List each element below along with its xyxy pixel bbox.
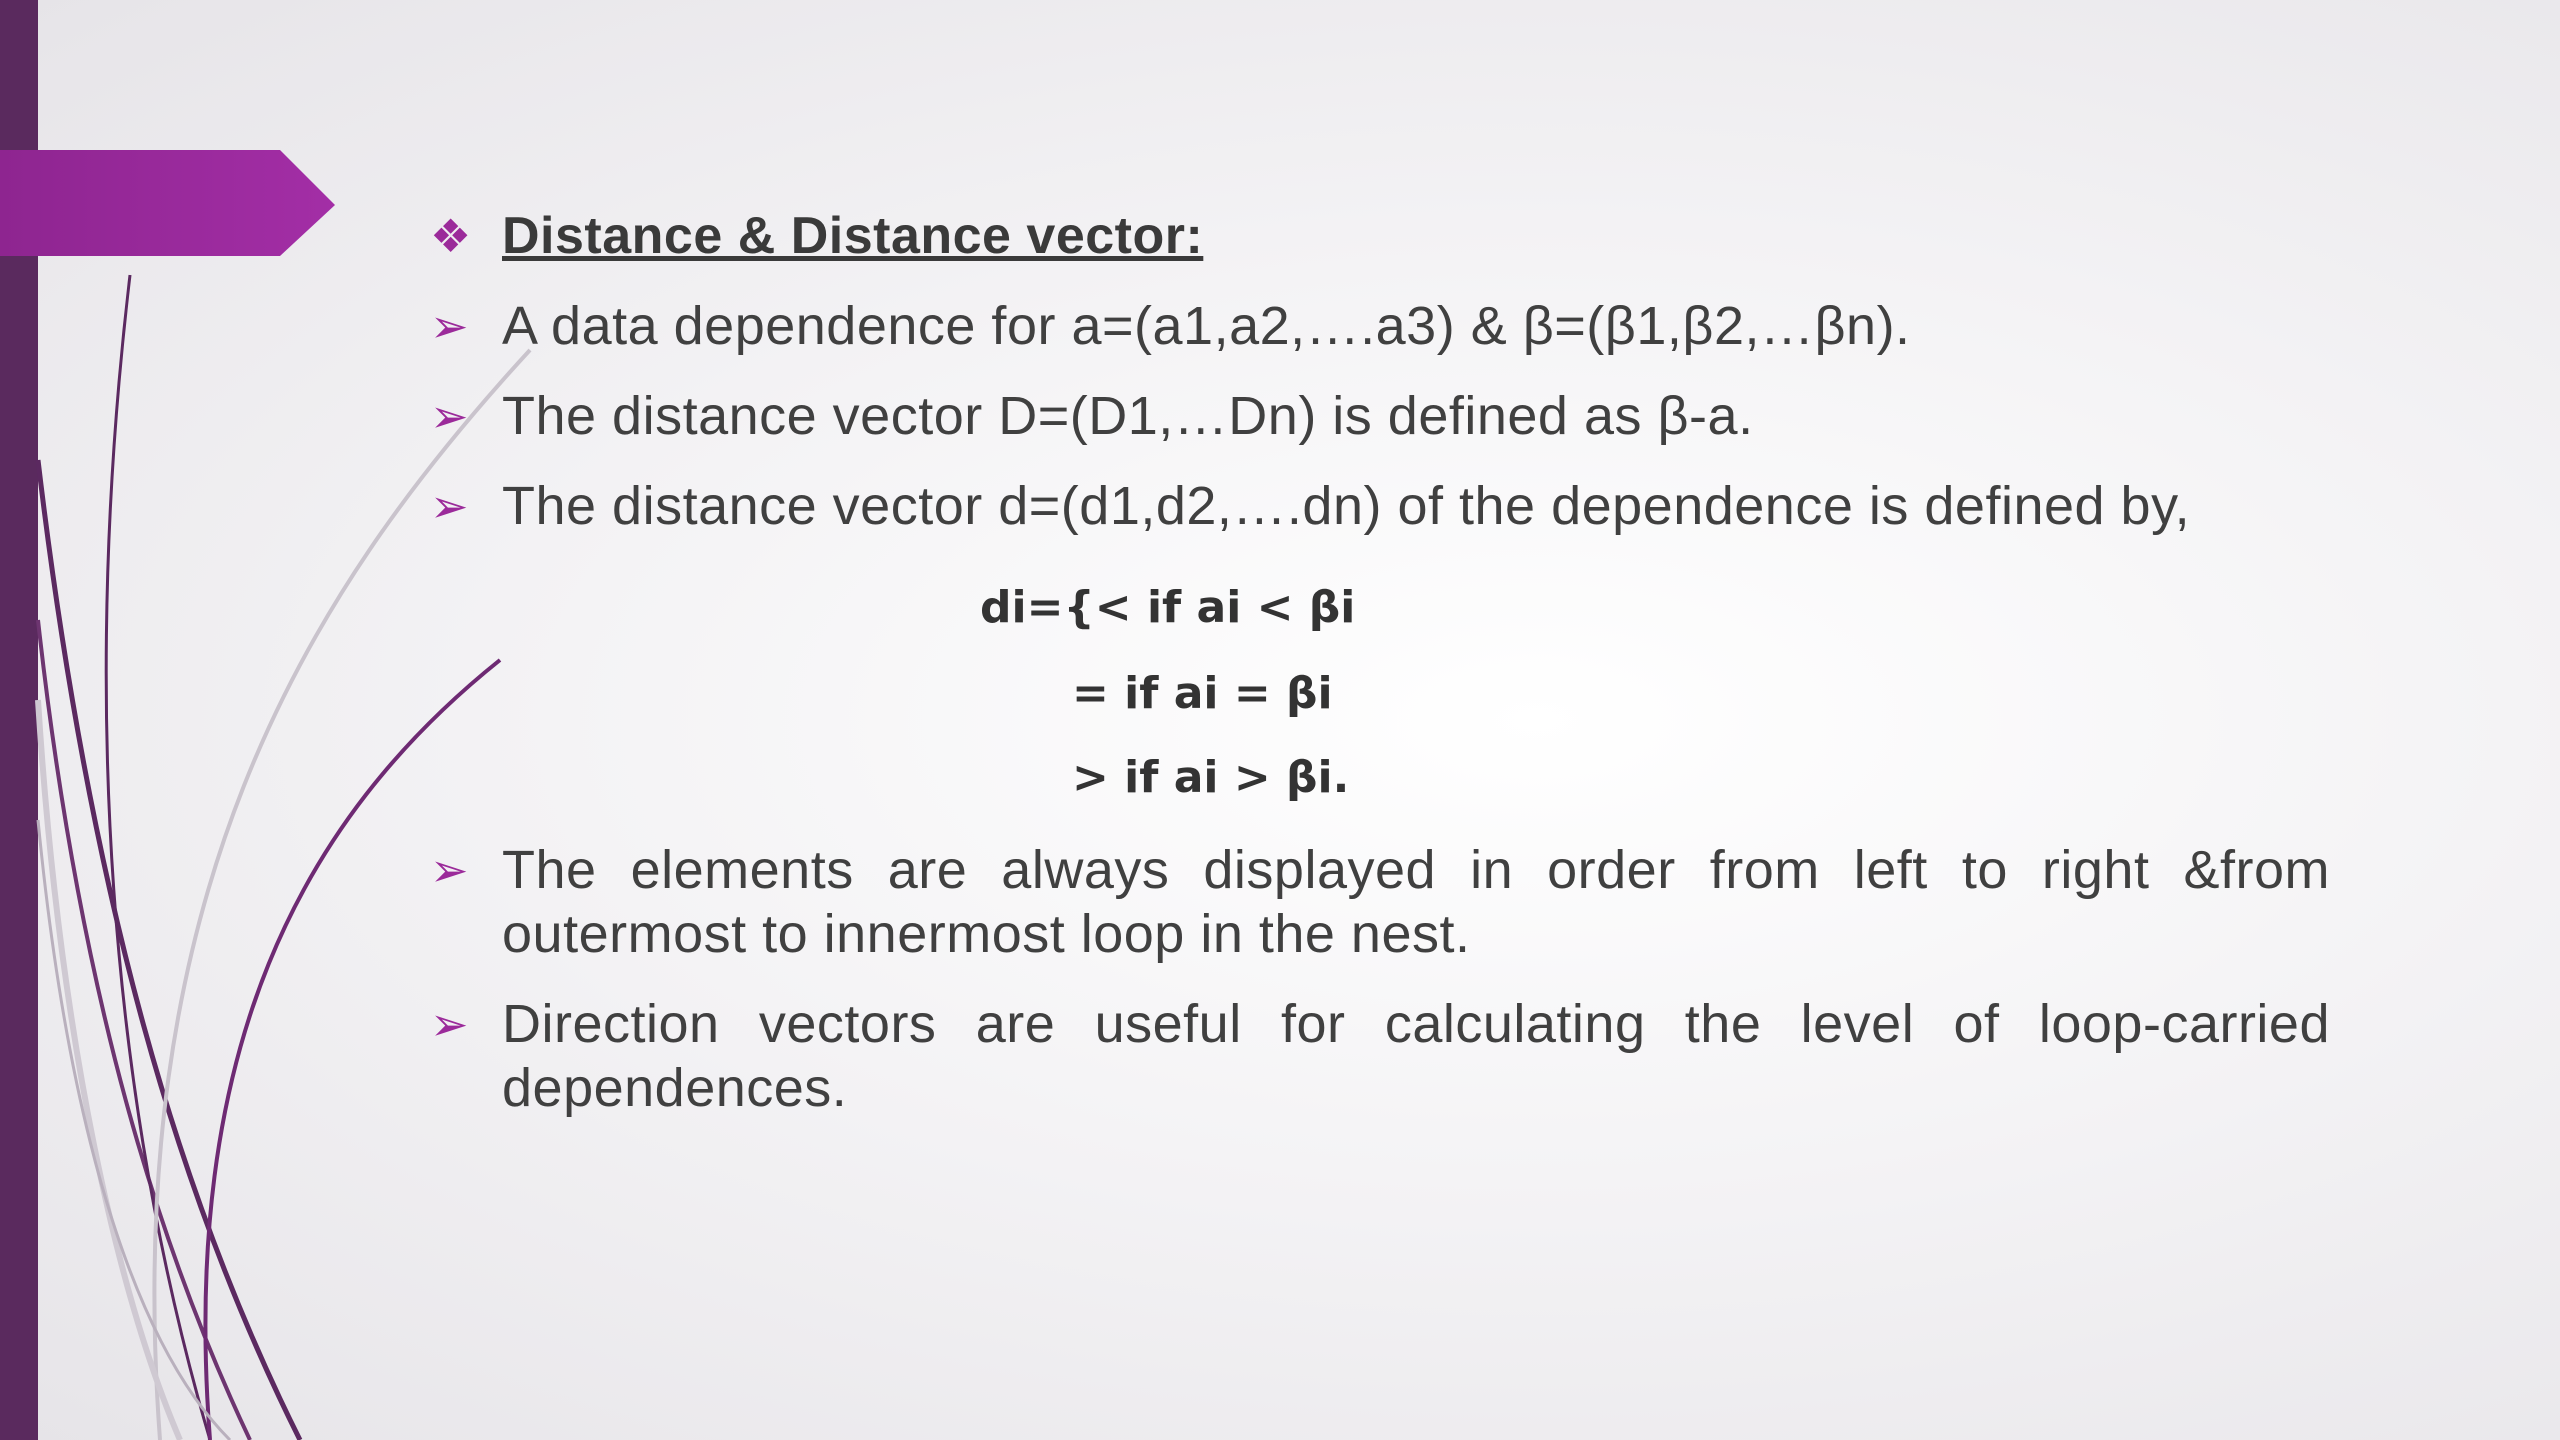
bullet-2 (430, 384, 2330, 448)
bullet-text: The distance vector D=(D1,…Dn) is defined as β-a. (502, 386, 1754, 446)
bullet-text: The distance vector d=(d1,d2,….dn) of the dependence is defined by, (502, 476, 2191, 536)
title-tab-arrow (0, 150, 335, 256)
bullet-text: The elements are always displayed in order from left to right &from outermost to innermost loop in the nest. (502, 840, 2330, 964)
bullet-text: Direction vectors are useful for calculating the level of loop-carried dependences. (502, 994, 2330, 1118)
formula-line-2: = if ai = βi (1072, 668, 1333, 719)
bullet-text: A data dependence for a=(a1,a2,….a3) & β=(β1,β2,…βn). (502, 296, 1911, 356)
curve (38, 460, 300, 1440)
arrow-bullet-icon: ➢ (430, 998, 469, 1050)
formula-line-1: di={< if ai < βi (980, 582, 1356, 633)
arrow-bullet-icon: ➢ (430, 480, 469, 532)
bullet-4 (430, 838, 2330, 966)
heading-text: Distance & Distance vector: (502, 207, 1204, 265)
formula-line-3: > if ai > βi. (1072, 752, 1350, 803)
arrow-bullet-icon: ➢ (430, 844, 469, 896)
bullet-3 (430, 474, 2330, 538)
arrow-bullet-icon: ➢ (430, 300, 469, 352)
heading-row (430, 204, 2330, 268)
bullet-5 (430, 992, 2330, 1120)
arrow-bullet-icon: ➢ (430, 390, 469, 442)
diamond-icon: ❖ (430, 210, 472, 262)
bullet-1 (430, 294, 2330, 358)
